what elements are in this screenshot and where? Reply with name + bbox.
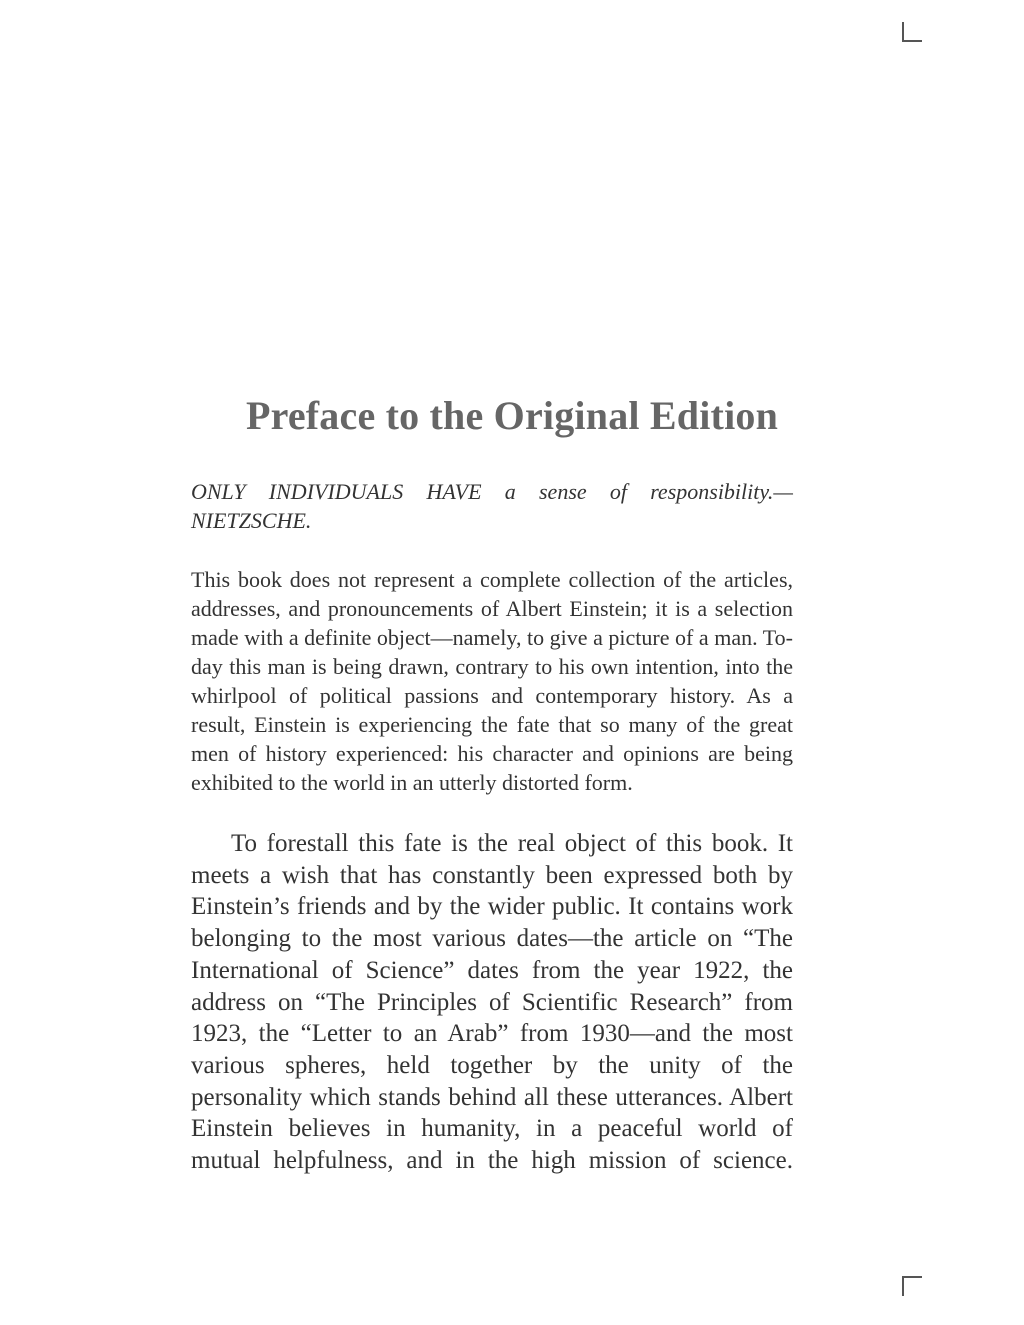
body-paragraph-1: This book does not represent a complete collection of the articles, addresses, and pronouncements of Albert Einstein; it is a selection made with a definite object—namely, to give a picture of a man. To-day this man is being drawn, contrary to his own intention, into the whirlpool of political passions and contemporary history. As a result, Einstein is experiencing the fate that so many of the great men of history experienced: his character and opinions are being exhibited to the world in an utterly distorted form. <box>191 567 793 795</box>
body-paragraph-2: To forestall this fate is the real object of this book. It meets a wish that has constantly been expressed both by Einstein’s friends and by the wider public. It contains work belonging to the most various dates—the article on “The International of Science” dates from the year 1922, the address on “The Principles of Scientific Research” from 1923, the “Letter to an Arab” from 1930—and the most various spheres, held together by the unity of the personality which stands behind all these utterances. Albert Einstein believes in humanity, in a peaceful world of mutual helpfulness, and in the high mission of science. <box>191 830 793 1175</box>
crop-mark-bottom <box>902 1276 922 1296</box>
epigraph: ONLY INDIVIDUALS HAVE a sense of responsibility.—NIETZSCHE. <box>191 479 793 533</box>
page-title: Preface to the Original Edition <box>245 393 779 438</box>
crop-mark-top <box>902 22 922 42</box>
